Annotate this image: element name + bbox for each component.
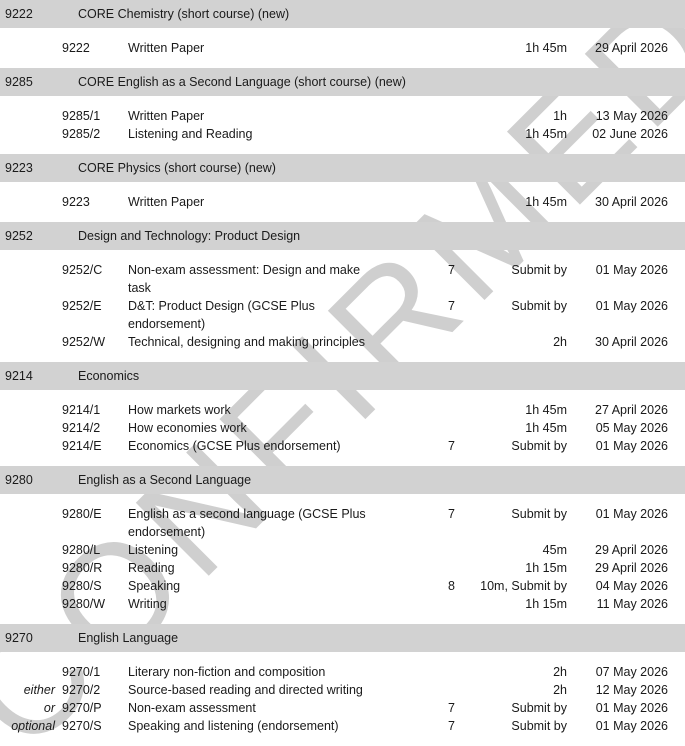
subject-block [0, 0, 685, 68]
component-description: Listening and Reading [128, 127, 253, 141]
subject-title: CORE English as a Second Language (short course) (new) [78, 75, 406, 89]
component-code: 9285/2 [62, 127, 101, 141]
component-row [0, 437, 685, 455]
component-row [0, 107, 685, 125]
component-code: 9280/S [62, 579, 102, 593]
component-row [0, 595, 685, 613]
component-code: 9270/1 [62, 665, 101, 679]
component-duration: 1h [553, 109, 567, 123]
component-row [0, 39, 685, 57]
component-row [0, 699, 685, 717]
component-tier: 7 [448, 299, 455, 313]
component-date: 12 May 2026 [595, 683, 668, 697]
component-code: 9214/E [62, 439, 102, 453]
subject-code: 9214 [5, 369, 33, 383]
component-date: 05 May 2026 [595, 421, 668, 435]
component-list [0, 182, 685, 222]
component-list [0, 494, 685, 624]
component-date: 02 June 2026 [592, 127, 668, 141]
component-option-label: either [23, 683, 55, 697]
component-description: Speaking [128, 579, 181, 593]
component-description: Speaking and listening (endorsement) [128, 719, 339, 733]
component-duration: Submit by [511, 439, 567, 453]
subject-block [0, 68, 685, 154]
component-code: 9252/C [62, 263, 103, 277]
component-duration: 1h 15m [525, 561, 567, 575]
subject-block [0, 466, 685, 624]
component-row [0, 663, 685, 681]
subject-header-band [0, 154, 685, 182]
component-duration: 2h [553, 335, 567, 349]
component-date: 13 May 2026 [595, 109, 668, 123]
subject-header-band [0, 624, 685, 652]
component-description: Written Paper [128, 41, 205, 55]
component-date: 27 April 2026 [595, 403, 668, 417]
component-description: Source-based reading and directed writing [128, 683, 363, 697]
component-code: 9285/1 [62, 109, 101, 123]
subject-header-band [0, 362, 685, 390]
component-duration: Submit by [511, 507, 567, 521]
component-date: 30 April 2026 [595, 195, 668, 209]
component-tier: 8 [448, 579, 455, 593]
component-code: 9270/P [62, 701, 102, 715]
subject-code: 9280 [5, 473, 33, 487]
component-option-label: or [43, 701, 55, 715]
component-code: 9270/2 [62, 683, 101, 697]
component-date: 29 April 2026 [595, 561, 668, 575]
component-description: Literary non-fiction and composition [128, 665, 326, 679]
component-description: Technical, designing and making principles [128, 335, 365, 349]
component-duration: 1h 45m [525, 41, 567, 55]
component-date: 01 May 2026 [595, 299, 668, 313]
subject-header-band [0, 222, 685, 250]
subject-title: CORE Chemistry (short course) (new) [78, 7, 290, 21]
component-code: 9214/1 [62, 403, 101, 417]
component-description: Reading [128, 561, 175, 575]
component-code: 9222 [62, 41, 90, 55]
component-description: Writing [128, 597, 167, 611]
component-row [0, 401, 685, 419]
component-list [0, 96, 685, 154]
component-date: 01 May 2026 [595, 719, 668, 733]
component-duration: Submit by [511, 263, 567, 277]
component-tier: 7 [448, 701, 455, 715]
subject-block [0, 362, 685, 466]
component-option-label: optional [11, 719, 55, 733]
component-row [0, 559, 685, 577]
component-description: Written Paper [128, 109, 205, 123]
component-row [0, 333, 685, 351]
component-duration: 10m, Submit by [480, 579, 567, 593]
component-date: 01 May 2026 [595, 701, 668, 715]
component-tier: 7 [448, 439, 455, 453]
component-description: Written Paper [128, 195, 205, 209]
component-row [0, 717, 685, 735]
component-duration: 1h 45m [525, 403, 567, 417]
component-tier: 7 [448, 507, 455, 521]
component-row [0, 577, 685, 595]
component-description: How markets work [128, 403, 231, 417]
component-description: English as a second language (GCSE Plus endorsement) [128, 507, 366, 539]
component-list [0, 28, 685, 68]
subject-title: English Language [78, 631, 179, 645]
component-code: 9252/W [62, 335, 106, 349]
subject-title: CORE Physics (short course) (new) [78, 161, 276, 175]
subject-code: 9252 [5, 229, 33, 243]
subject-code: 9222 [5, 7, 33, 21]
component-code: 9280/W [62, 597, 106, 611]
component-list [0, 652, 685, 746]
component-tier: 7 [448, 263, 455, 277]
component-duration: Submit by [511, 719, 567, 733]
component-date: 29 April 2026 [595, 543, 668, 557]
component-code: 9214/2 [62, 421, 101, 435]
component-date: 01 May 2026 [595, 439, 668, 453]
component-code: 9252/E [62, 299, 102, 313]
component-date: 01 May 2026 [595, 263, 668, 277]
component-duration: 2h [553, 683, 567, 697]
component-row [0, 261, 685, 297]
subject-code: 9223 [5, 161, 33, 175]
subject-code: 9270 [5, 631, 33, 645]
component-description: Non-exam assessment: Design and make task [128, 263, 361, 295]
subject-title: English as a Second Language [78, 473, 252, 487]
component-description: Listening [128, 543, 179, 557]
component-row [0, 297, 685, 333]
component-row [0, 505, 685, 541]
component-date: 30 April 2026 [595, 335, 668, 349]
component-duration: 1h 45m [525, 195, 567, 209]
component-date: 01 May 2026 [595, 507, 668, 521]
component-list [0, 390, 685, 466]
subject-code: 9285 [5, 75, 33, 89]
component-code: 9280/E [62, 507, 102, 521]
subject-block [0, 222, 685, 362]
component-description: How economies work [128, 421, 247, 435]
subject-title: Design and Technology: Product Design [78, 229, 301, 243]
component-duration: 1h 15m [525, 597, 567, 611]
component-date: 04 May 2026 [595, 579, 668, 593]
subject-header-band [0, 466, 685, 494]
component-row [0, 193, 685, 211]
component-row [0, 541, 685, 559]
component-list [0, 250, 685, 362]
component-code: 9280/R [62, 561, 103, 575]
component-code: 9280/L [62, 543, 101, 557]
component-row [0, 681, 685, 699]
component-code: 9270/S [62, 719, 102, 733]
subject-title: Economics [78, 369, 140, 383]
component-description: Non-exam assessment [128, 701, 256, 715]
component-date: 29 April 2026 [595, 41, 668, 55]
component-duration: 1h 45m [525, 421, 567, 435]
subject-header-band [0, 68, 685, 96]
component-duration: Submit by [511, 299, 567, 313]
component-row [0, 125, 685, 143]
component-code: 9223 [62, 195, 90, 209]
component-tier: 7 [448, 719, 455, 733]
component-date: 11 May 2026 [596, 597, 668, 611]
component-date: 07 May 2026 [595, 665, 668, 679]
subject-header-band [0, 0, 685, 28]
component-duration: 2h [553, 665, 567, 679]
subject-block [0, 154, 685, 222]
component-duration: 45m [542, 543, 567, 557]
component-duration: 1h 45m [525, 127, 567, 141]
component-row [0, 419, 685, 437]
component-duration: Submit by [511, 701, 567, 715]
component-description: D&T: Product Design (GCSE Plus endorsement) [128, 299, 315, 331]
subject-block [0, 624, 685, 746]
component-description: Economics (GCSE Plus endorsement) [128, 439, 341, 453]
